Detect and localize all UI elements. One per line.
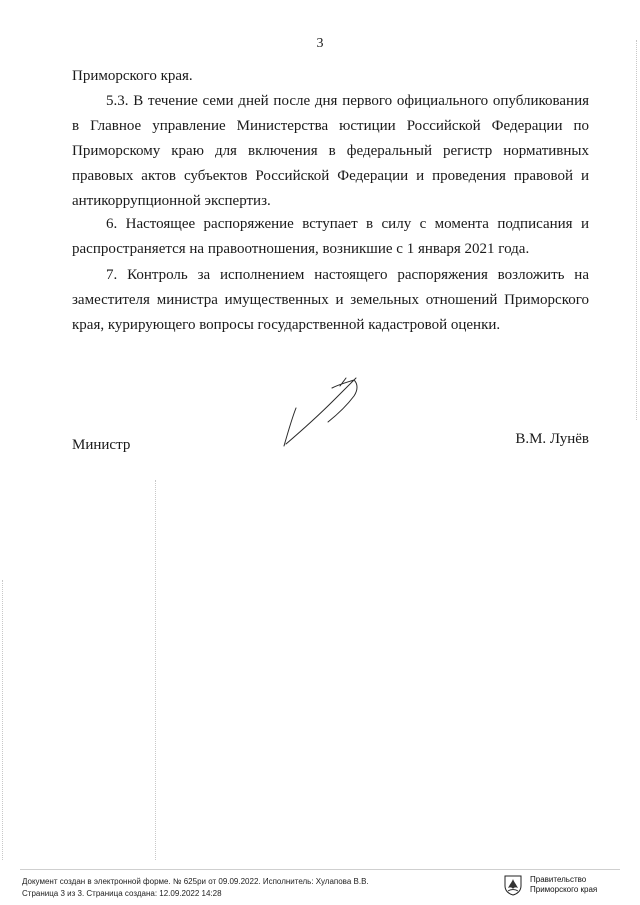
paragraph-5-3: 5.3. В течение семи дней после дня первого официального опубликования в Главное управление Министерства юстиции Российской Федерации по Приморскому краю для включения в федеральный регистр нормативных правовых актов субъектов Российской Федерации и проведения правовой и антикоррупционной экспертиз. — [72, 93, 589, 209]
document-body — [72, 64, 589, 89]
footer-info — [22, 876, 369, 900]
footer-organization — [502, 874, 597, 896]
paragraph-continuation: Приморского края. — [72, 68, 193, 84]
coat-of-arms-icon — [502, 874, 524, 896]
document-body-3 — [72, 212, 589, 262]
paragraph-6: 6. Настоящее распоряжение вступает в силу с момента подписания и распространяется на правоотношения, возникшие с 1 января 2021 года. — [72, 216, 589, 257]
scan-edge-left — [2, 580, 3, 860]
document-body-2 — [72, 89, 589, 214]
org-line-1: Правительство — [530, 875, 587, 884]
scan-artifact-line — [155, 480, 156, 860]
handwritten-signature — [270, 374, 380, 454]
scan-edge-right — [636, 40, 637, 420]
signatory-name: В.М. Лунёв — [515, 431, 589, 447]
footer-org-name — [530, 875, 597, 895]
paragraph-7: 7. Контроль за исполнением настоящего распоряжения возложить на заместителя министра имущественных и земельных отношений Приморского края, курирующего вопросы государственной кадастровой оценки. — [72, 267, 589, 333]
org-line-2: Приморского края — [530, 885, 598, 894]
footer-divider — [20, 869, 620, 870]
footer-line-2: Страница 3 из 3. Страница создана: 12.09.2022 14:28 — [22, 889, 222, 898]
page-number: 3 — [316, 36, 324, 51]
footer-line-1: Документ создан в электронной форме. № 625ри от 09.09.2022. Исполнитель: Хулапова В.В. — [22, 877, 369, 886]
signatory-position: Министр — [72, 437, 131, 453]
document-body-4 — [72, 263, 589, 338]
